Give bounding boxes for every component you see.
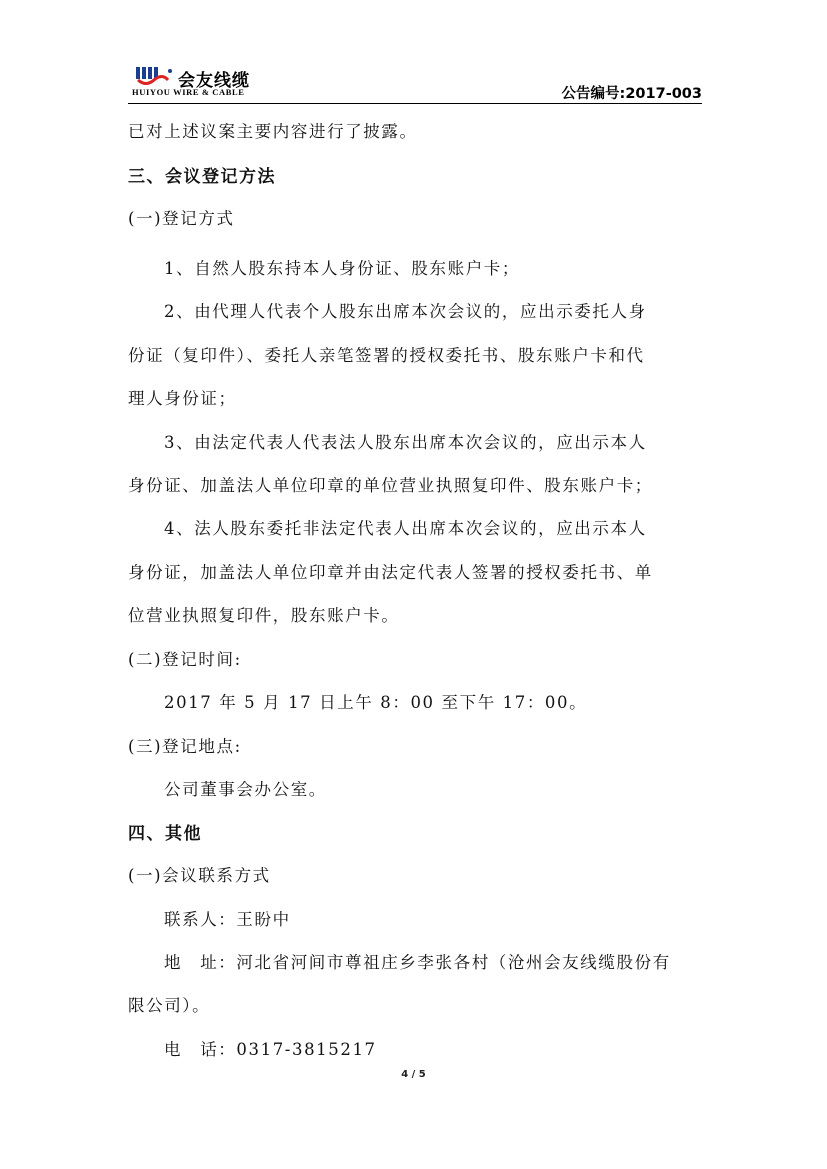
item-1: 1、自然人股东持本人身份证、股东账户卡； bbox=[164, 259, 520, 278]
subheading-registration-method: (一)登记方式 bbox=[128, 209, 235, 228]
phone: 电 话：0317-3815217 bbox=[164, 1040, 377, 1059]
item-4-line-2: 身份证，加盖法人单位印章并由法定代表人签署的授权委托书、单 bbox=[128, 563, 653, 582]
item-4-line-1: 4、法人股东委托非法定代表人出席本次会议的，应出示本人 bbox=[164, 519, 647, 538]
registration-place: 公司董事会办公室。 bbox=[164, 780, 327, 799]
item-3-line-1: 3、由法定代表人代表法人股东出席本次会议的，应出示本人 bbox=[164, 433, 647, 452]
address-line-1: 地 址：河北省河间市尊祖庄乡李张各村（沧州会友线缆股份有 bbox=[164, 953, 671, 972]
item-2-line-1: 2、由代理人代表个人股东出席本次会议的，应出示委托人身 bbox=[164, 302, 647, 321]
announcement-number: 公告编号:2017-003 bbox=[561, 86, 702, 102]
header-divider bbox=[128, 103, 702, 104]
company-logo bbox=[128, 62, 288, 98]
subheading-registration-time: (二)登记时间: bbox=[128, 650, 242, 669]
subheading-registration-place: (三)登记地点: bbox=[128, 737, 242, 756]
item-2-line-2: 份证（复印件）、委托人亲笔签署的授权委托书、股东账户卡和代 bbox=[128, 346, 645, 365]
address-line-2: 限公司）。 bbox=[128, 996, 211, 1015]
section-heading-4: 四、其他 bbox=[128, 824, 202, 844]
paragraph-line: 已对上述议案主要内容进行了披露。 bbox=[128, 122, 418, 141]
contact-person: 联系人：王盼中 bbox=[164, 910, 291, 929]
registration-time: 2017 年 5 月 17 日上午 8：00 至下午 17：00。 bbox=[164, 693, 588, 712]
item-3-line-2: 身份证、加盖法人单位印章的单位营业执照复印件、股东账户卡； bbox=[128, 476, 653, 495]
subheading-contact: (一)会议联系方式 bbox=[128, 866, 271, 885]
logo-company-cn: 会友线缆 bbox=[178, 71, 250, 91]
section-heading-3: 三、会议登记方法 bbox=[128, 167, 276, 187]
item-4-line-3: 位营业执照复印件，股东账户卡。 bbox=[128, 606, 400, 625]
logo-company-en: HUIYOU WIRE & CABLE bbox=[132, 87, 245, 97]
page-number: 4 / 5 bbox=[401, 1069, 426, 1080]
page-header bbox=[128, 62, 702, 104]
item-2-line-3: 理人身份证； bbox=[128, 389, 237, 408]
huiyou-logo-icon bbox=[134, 65, 174, 87]
